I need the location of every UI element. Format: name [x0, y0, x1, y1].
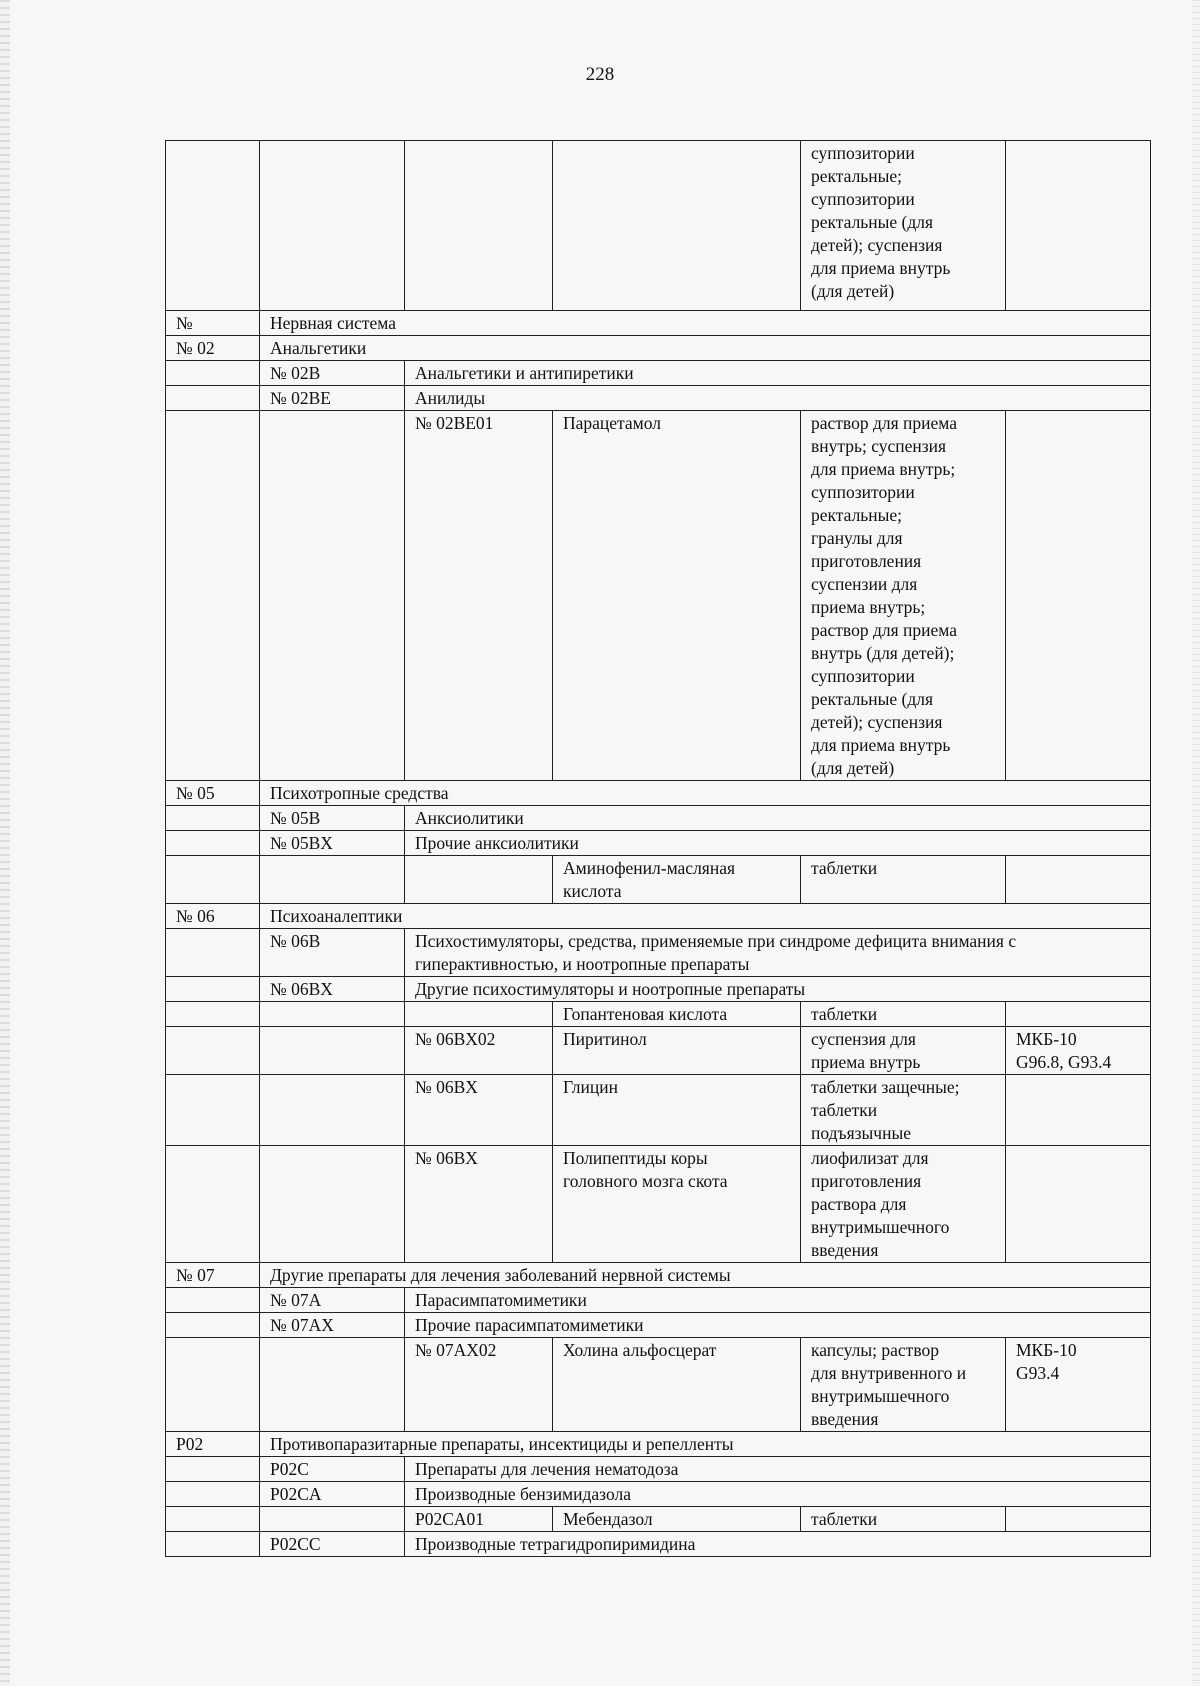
table-cell [166, 1507, 260, 1532]
group-code-cell: № 02 [166, 336, 260, 361]
dosage-form-cell: лиофилизат для приготовления раствора для внутримышечного введения [801, 1146, 1006, 1263]
subgroup-title-cell: Другие психостимуляторы и ноотропные препараты [405, 977, 1151, 1002]
table-cell [1006, 1146, 1151, 1263]
table-row [166, 929, 1151, 977]
subgroup-code-cell: P02C [260, 1457, 405, 1482]
table-row [166, 856, 1151, 904]
table-row [166, 1532, 1151, 1557]
subgroup-title-cell: Прочие анксиолитики [405, 831, 1151, 856]
subgroup-title-cell: Прочие парасимпатомиметики [405, 1313, 1151, 1338]
table-cell [260, 141, 405, 311]
drug-classification-table [165, 140, 1151, 1557]
table-cell [166, 1313, 260, 1338]
table-row [166, 141, 1151, 311]
dosage-form-cell: таблетки [801, 1507, 1006, 1532]
table-cell [1006, 411, 1151, 781]
drug-name-cell: Пиритинол [553, 1027, 801, 1075]
subgroup-title-cell: Анксиолитики [405, 806, 1151, 831]
subgroup-code-cell: № 02B [260, 361, 405, 386]
atc-code-cell: P02CA01 [405, 1507, 553, 1532]
scan-edge-left [0, 0, 10, 1686]
group-code-cell: № 06 [166, 904, 260, 929]
table-cell [260, 411, 405, 781]
table-row [166, 1313, 1151, 1338]
drug-name-cell: Гопантеновая кислота [553, 1002, 801, 1027]
table-cell [166, 1457, 260, 1482]
subgroup-title-cell: Анальгетики и антипиретики [405, 361, 1151, 386]
table-row [166, 1432, 1151, 1457]
table-row [166, 336, 1151, 361]
dosage-form-cell: капсулы; раствор для внутривенного и внутримышечного введения [801, 1338, 1006, 1432]
table-cell [166, 1146, 260, 1263]
subgroup-code-cell: № 06BX [260, 977, 405, 1002]
table-row [166, 831, 1151, 856]
atc-code-cell: № 06BX02 [405, 1027, 553, 1075]
drug-name-cell: Полипептиды коры головного мозга скота [553, 1146, 801, 1263]
dosage-form-cell: таблетки защечные; таблетки подъязычные [801, 1075, 1006, 1146]
group-title-cell: Психотропные средства [260, 781, 1151, 806]
subgroup-title-cell: Производные бензимидазола [405, 1482, 1151, 1507]
table-cell [1006, 141, 1151, 311]
icd-code-cell: МКБ-10 G93.4 [1006, 1338, 1151, 1432]
table-cell [166, 1288, 260, 1313]
table-cell [1006, 1002, 1151, 1027]
atc-code-cell [405, 856, 553, 904]
table-row [166, 1288, 1151, 1313]
table-row [166, 1146, 1151, 1263]
group-title-cell: Другие препараты для лечения заболеваний нервной системы [260, 1263, 1151, 1288]
group-code-cell: № 07 [166, 1263, 260, 1288]
table-row [166, 977, 1151, 1002]
table-row [166, 1002, 1151, 1027]
atc-code-cell: № 02BE01 [405, 411, 553, 781]
icd-code-cell: МКБ-10 G96.8, G93.4 [1006, 1027, 1151, 1075]
subgroup-code-cell: № 02BE [260, 386, 405, 411]
table-cell [166, 386, 260, 411]
drug-name-cell: Парацетамол [553, 411, 801, 781]
dosage-form-cell: таблетки [801, 1002, 1006, 1027]
table-cell [1006, 1075, 1151, 1146]
dosage-form-cell: суспензия для приема внутрь [801, 1027, 1006, 1075]
subgroup-code-cell: № 05BX [260, 831, 405, 856]
table-row [166, 781, 1151, 806]
group-title-cell: Психоаналептики [260, 904, 1151, 929]
drug-name-cell: Мебендазол [553, 1507, 801, 1532]
dosage-form-cell: таблетки [801, 856, 1006, 904]
table-row [166, 904, 1151, 929]
table-row [166, 1338, 1151, 1432]
table-cell [166, 1482, 260, 1507]
table-cell [260, 1027, 405, 1075]
table-cell [260, 1075, 405, 1146]
group-code-cell: № [166, 311, 260, 336]
group-code-cell: № 05 [166, 781, 260, 806]
drug-name-cell: Глицин [553, 1075, 801, 1146]
page-number: 228 [585, 64, 615, 85]
table-cell [260, 1146, 405, 1263]
table-cell [260, 856, 405, 904]
table-cell [553, 141, 801, 311]
table-cell [405, 141, 553, 311]
dosage-form-cell: суппозитории ректальные; суппозитории ректальные (для детей); суспензия для приема внутрь (для детей) [801, 141, 1006, 311]
table-cell [260, 1338, 405, 1432]
drug-name-cell: Холина альфосцерат [553, 1338, 801, 1432]
table-row [166, 411, 1151, 781]
table-cell [166, 1338, 260, 1432]
drug-name-cell: Аминофенил-масляная кислота [553, 856, 801, 904]
table-cell [1006, 1507, 1151, 1532]
table-cell [166, 806, 260, 831]
scan-edge-right [1192, 0, 1200, 1686]
table-cell [166, 1532, 260, 1557]
table-row [166, 806, 1151, 831]
table-cell [166, 831, 260, 856]
group-code-cell: P02 [166, 1432, 260, 1457]
table-cell [260, 1002, 405, 1027]
table-row [166, 1027, 1151, 1075]
table-cell [166, 141, 260, 311]
subgroup-code-cell: № 05B [260, 806, 405, 831]
subgroup-title-cell: Анилиды [405, 386, 1151, 411]
table-row [166, 1075, 1151, 1146]
table-cell [166, 1002, 260, 1027]
table-cell [166, 1075, 260, 1146]
table-row [166, 361, 1151, 386]
subgroup-code-cell: P02CA [260, 1482, 405, 1507]
subgroup-code-cell: № 07AX [260, 1313, 405, 1338]
atc-code-cell: № 06BX [405, 1075, 553, 1146]
subgroup-title-cell: Производные тетрагидропиримидина [405, 1532, 1151, 1557]
atc-code-cell: № 07AX02 [405, 1338, 553, 1432]
atc-code-cell [405, 1002, 553, 1027]
table-row [166, 311, 1151, 336]
table-cell [166, 977, 260, 1002]
table-cell [166, 856, 260, 904]
table-row [166, 1263, 1151, 1288]
group-title-cell: Нервная система [260, 311, 1151, 336]
subgroup-code-cell: № 06B [260, 929, 405, 977]
subgroup-code-cell: № 07A [260, 1288, 405, 1313]
dosage-form-cell: раствор для приема внутрь; суспензия для приема внутрь; суппозитории ректальные; гранулы для приготовления суспензии для приема внутрь; раствор для приема внутрь (для детей); суппозитории ректальные (для детей); суспензия для приема внутрь (для детей) [801, 411, 1006, 781]
subgroup-title-cell: Препараты для лечения нематодоза [405, 1457, 1151, 1482]
table-row [166, 1482, 1151, 1507]
group-title-cell: Противопаразитарные препараты, инсектициды и репелленты [260, 1432, 1151, 1457]
table-cell [166, 929, 260, 977]
subgroup-title-cell: Психостимуляторы, средства, применяемые при синдроме дефицита внимания с гиперактивностью, и ноотропные препараты [405, 929, 1151, 977]
atc-code-cell: № 06BX [405, 1146, 553, 1263]
table-cell [260, 1507, 405, 1532]
subgroup-code-cell: P02CC [260, 1532, 405, 1557]
group-title-cell: Анальгетики [260, 336, 1151, 361]
table-row [166, 386, 1151, 411]
table-cell [166, 361, 260, 386]
table-cell [1006, 856, 1151, 904]
table-row [166, 1457, 1151, 1482]
table-cell [166, 1027, 260, 1075]
table-row [166, 1507, 1151, 1532]
table-cell [166, 411, 260, 781]
subgroup-title-cell: Парасимпатомиметики [405, 1288, 1151, 1313]
